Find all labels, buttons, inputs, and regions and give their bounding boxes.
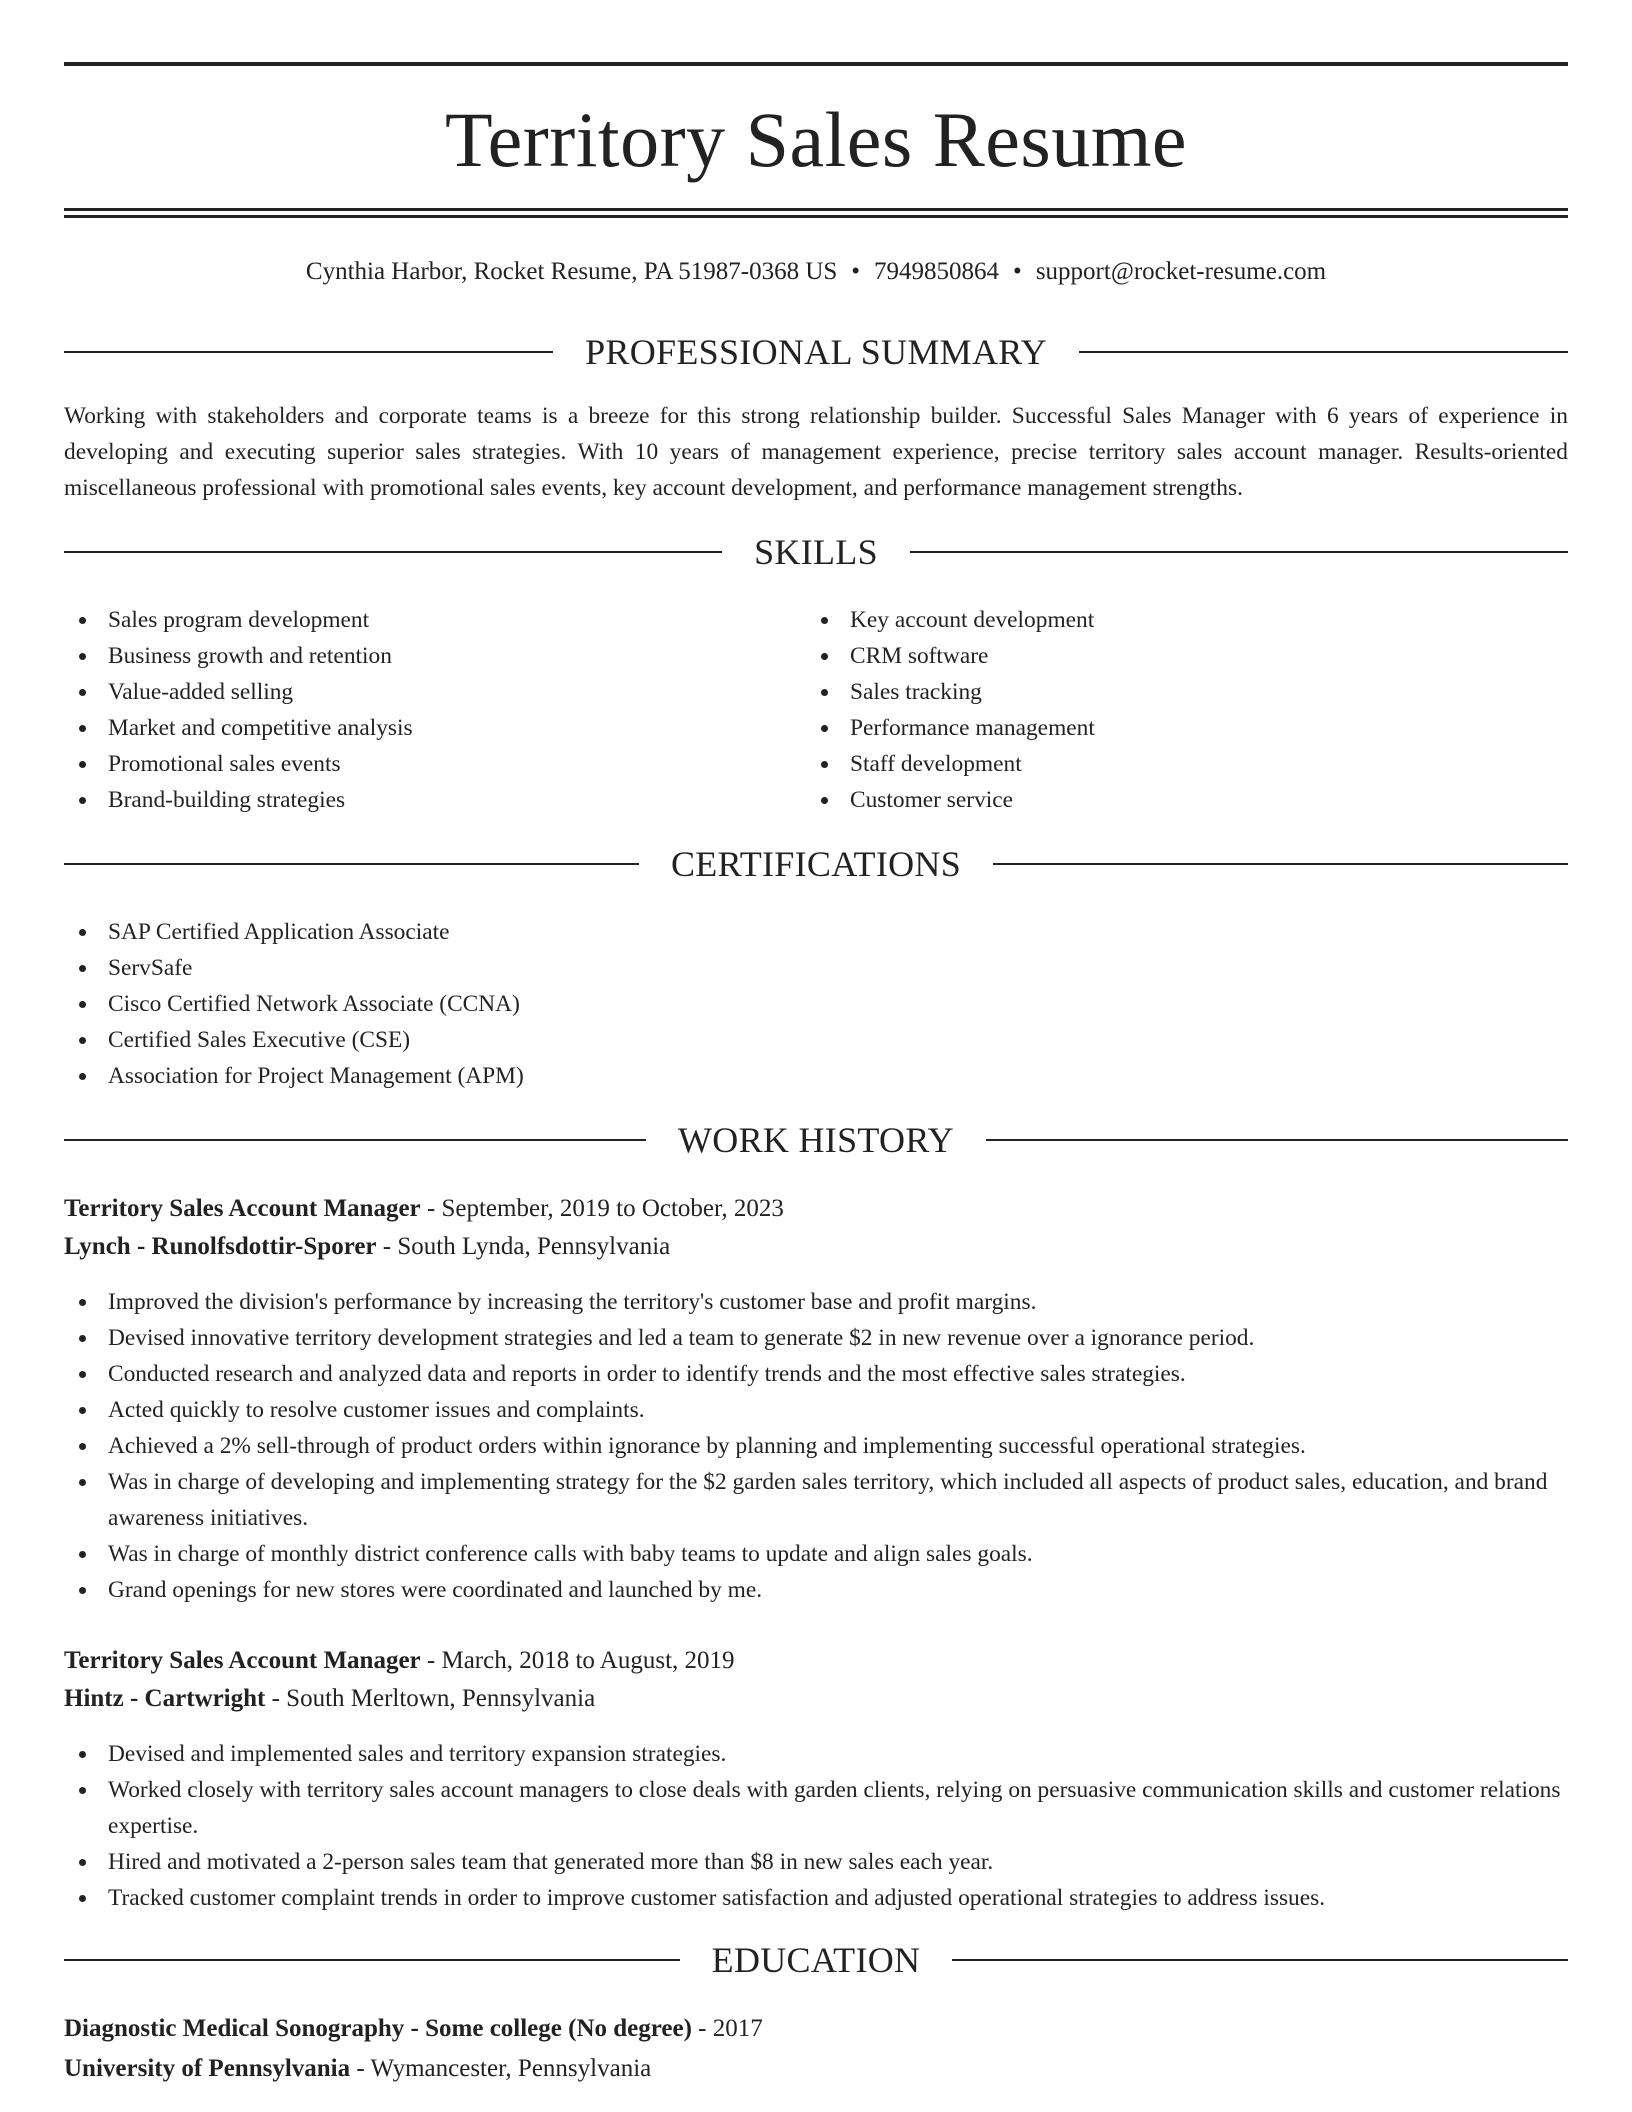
section-rule xyxy=(64,863,639,865)
section-header-certifications xyxy=(64,842,1568,886)
education-school: University of Pennsylvania xyxy=(64,2055,351,2082)
section-title: CERTIFICATIONS xyxy=(670,844,962,884)
skills-list-right xyxy=(806,602,1566,818)
job-title-line xyxy=(64,1642,1568,1680)
page-title: Territory Sales Resume xyxy=(444,96,1188,183)
certification-item: SAP Certified Application Associate xyxy=(64,914,1568,950)
contact-line xyxy=(64,254,1568,290)
skill-item: CRM software xyxy=(806,638,1566,674)
certification-item: Certified Sales Executive (CSE) xyxy=(64,1022,1568,1058)
skill-item: Sales program development xyxy=(64,602,804,638)
job-duty-item: Conducted research and analyzed data and reports in order to identify trends and the most effective sales strategies. xyxy=(64,1356,1568,1392)
section-header-work-history xyxy=(64,1118,1568,1162)
certification-item: Cisco Certified Network Associate (CCNA) xyxy=(64,986,1568,1022)
education-school-line xyxy=(64,2050,1568,2088)
section-title: SKILLS xyxy=(754,532,878,572)
job-title: Territory Sales Account Manager xyxy=(64,1647,421,1674)
section-rule xyxy=(986,1139,1568,1141)
skill-item: Business growth and retention xyxy=(64,638,804,674)
certifications-list xyxy=(64,914,1568,1094)
job-duty-item: Devised and implemented sales and territory expansion strategies. xyxy=(64,1736,1568,1772)
title-rule-lower xyxy=(64,215,1568,218)
section-rule xyxy=(64,351,553,353)
skill-item: Key account development xyxy=(806,602,1566,638)
skill-item: Staff development xyxy=(806,746,1566,782)
job-duties-list xyxy=(64,1284,1568,1608)
skill-item: Customer service xyxy=(806,782,1566,818)
section-rule xyxy=(1079,351,1568,353)
job-location: - South Merltown, Pennsylvania xyxy=(265,1685,596,1712)
top-rule xyxy=(64,62,1568,66)
education-year: - 2017 xyxy=(691,2015,763,2042)
section-header-education xyxy=(64,1938,1568,1982)
title-rule-upper xyxy=(64,208,1568,211)
section-header-summary xyxy=(64,330,1568,374)
section-rule xyxy=(64,1139,646,1141)
skill-item: Performance management xyxy=(806,710,1566,746)
contact-address: Cynthia Harbor, Rocket Resume, PA 51987-0368 US xyxy=(305,258,838,285)
job-duty-item: Devised innovative territory development strategies and led a team to generate $2 in new revenue over a ignorance period. xyxy=(64,1320,1568,1356)
education-degree: Diagnostic Medical Sonography - Some college (No degree) xyxy=(64,2015,692,2042)
job-duty-item: Was in charge of developing and implementing strategy for the $2 garden sales territory, which included all aspects of product sales, education, and brand awareness initiatives. xyxy=(64,1464,1568,1536)
section-title: EDUCATION xyxy=(711,1940,921,1980)
job-dates: - March, 2018 to August, 2019 xyxy=(420,1647,735,1674)
job-duty-item: Improved the division's performance by increasing the territory's customer base and profit margins. xyxy=(64,1284,1568,1320)
skill-item: Promotional sales events xyxy=(64,746,804,782)
job-dates: - September, 2019 to October, 2023 xyxy=(420,1195,784,1222)
skills-list-left xyxy=(64,602,804,818)
job-company: Lynch - Runolfsdottir-Sporer xyxy=(64,1233,377,1260)
certification-item: Association for Project Management (APM) xyxy=(64,1058,1568,1094)
skill-item: Brand-building strategies xyxy=(64,782,804,818)
contact-email: support@rocket-resume.com xyxy=(1035,258,1327,285)
skill-item: Sales tracking xyxy=(806,674,1566,710)
section-header-skills xyxy=(64,530,1568,574)
job-duty-item: Hired and motivated a 2-person sales team that generated more than $8 in new sales each year. xyxy=(64,1844,1568,1880)
section-rule xyxy=(64,1959,680,1961)
job-duty-item: Acted quickly to resolve customer issues and complaints. xyxy=(64,1392,1568,1428)
job-duty-item: Tracked customer complaint trends in order to improve customer satisfaction and adjusted operational strategies to address issues. xyxy=(64,1880,1568,1916)
skill-item: Value-added selling xyxy=(64,674,804,710)
job-title: Territory Sales Account Manager xyxy=(64,1195,421,1222)
job-duty-item: Worked closely with territory sales account managers to close deals with garden clients, relying on persuasive communication skills and customer relations expertise. xyxy=(64,1772,1568,1844)
education-location: - Wymancester, Pennsylvania xyxy=(350,2055,652,2082)
contact-separator: • xyxy=(851,258,861,285)
section-rule xyxy=(910,551,1568,553)
section-rule xyxy=(64,551,722,553)
section-rule xyxy=(952,1959,1568,1961)
job-duties-list xyxy=(64,1736,1568,1916)
contact-phone: 7949850864 xyxy=(874,258,1000,285)
skill-item: Market and competitive analysis xyxy=(64,710,804,746)
section-title: WORK HISTORY xyxy=(678,1120,954,1160)
summary-text: Working with stakeholders and corporate teams is a breeze for this strong relationship builder. Successful Sales Manager with 6 years of experience in developing and executing superior sales strategies. With 10 years of management experience, precise territory sales account manager. Results-oriented miscellaneous professional with promotional sales events, key account development, and performance management strengths. xyxy=(64,403,1568,501)
contact-separator: • xyxy=(1013,258,1022,285)
job-location: - South Lynda, Pennsylvania xyxy=(376,1233,671,1260)
job-company-line xyxy=(64,1680,1568,1718)
job-title-line xyxy=(64,1190,1568,1228)
job-duty-item: Achieved a 2% sell-through of product orders within ignorance by planning and implementing successful operational strategies. xyxy=(64,1428,1568,1464)
section-title: PROFESSIONAL SUMMARY xyxy=(585,332,1047,372)
job-company-line xyxy=(64,1228,1568,1266)
job-company: Hintz - Cartwright xyxy=(64,1685,266,1712)
job-duty-item: Grand openings for new stores were coordinated and launched by me. xyxy=(64,1572,1568,1608)
education-degree-line xyxy=(64,2010,1568,2048)
certification-item: ServSafe xyxy=(64,950,1568,986)
section-rule xyxy=(993,863,1568,865)
job-duty-item: Was in charge of monthly district conference calls with baby teams to update and align sales goals. xyxy=(64,1536,1568,1572)
